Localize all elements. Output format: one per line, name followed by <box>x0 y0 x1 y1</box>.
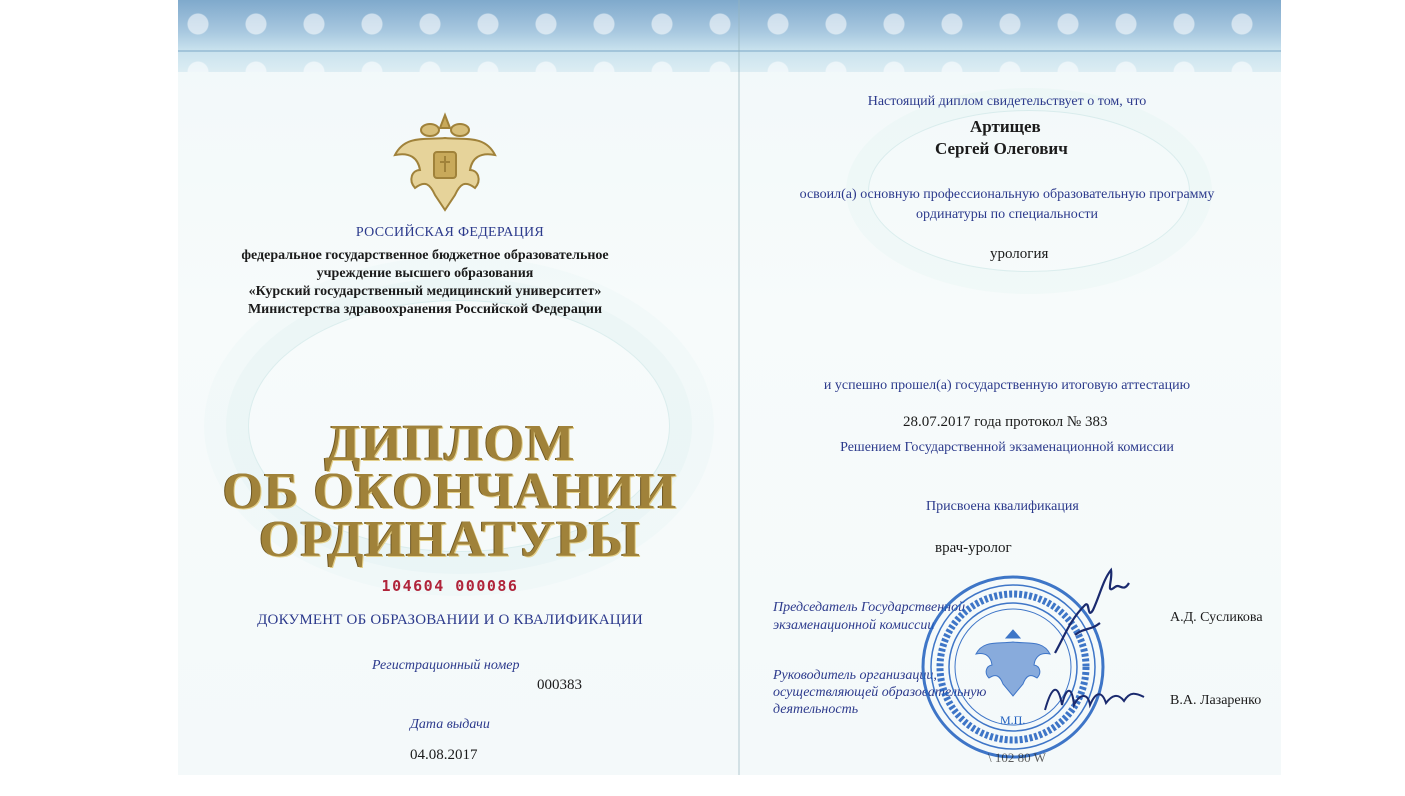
head-name: В.А. Лазаренко <box>1170 693 1262 708</box>
document-type: ДОКУМЕНТ ОБ ОБРАЗОВАНИИ И О КВАЛИФИКАЦИИ <box>257 612 643 628</box>
graduate-surname: Артищев <box>970 117 1041 136</box>
attestation-text: и успешно прошел(а) государственную итоговую аттестацию <box>823 378 1191 393</box>
institution-line-3: «Курский государственный медицинский университет» <box>248 284 602 299</box>
decorative-top-band <box>178 0 1281 72</box>
head-label-line-1: Руководитель организации, <box>773 668 937 683</box>
specialty: урология <box>990 246 1049 262</box>
chair-signature-icon <box>1045 565 1135 660</box>
chair-label-line-2: экзаменационной комиссии <box>773 618 935 633</box>
institution-line-2: учреждение высшего образования <box>316 266 534 281</box>
diploma-title-line-1: ДИПЛОМ <box>324 415 576 472</box>
diploma-title-line-2: ОБ ОКОНЧАНИИ <box>222 463 678 520</box>
serial-number: 104604 000086 <box>381 577 519 595</box>
chair-name: А.Д. Сусликова <box>1170 610 1263 625</box>
issue-date: 04.08.2017 <box>410 747 478 763</box>
coat-of-arms-icon <box>390 100 500 220</box>
qualification: врач-уролог <box>935 540 1012 556</box>
country-name: РОССИЙСКАЯ ФЕДЕРАЦИЯ <box>355 225 545 240</box>
diploma-title-line-3: ОРДИНАТУРЫ <box>259 511 641 568</box>
head-signature-icon <box>1040 675 1150 720</box>
intro-text: Настоящий диплом свидетельствует о том, что <box>867 94 1147 109</box>
institution-line-1: федеральное государственное бюджетное образовательное <box>241 248 609 263</box>
institution-line-4: Министерства здравоохранения Российской Федерации <box>247 302 603 317</box>
program-line-1: освоил(а) основную профессиональную образовательную программу <box>799 187 1215 202</box>
head-label-line-2: осуществляющей образовательную <box>773 685 987 700</box>
issue-date-label: Дата выдачи <box>410 717 490 732</box>
qualification-label: Присвоена квалификация <box>926 499 1079 514</box>
seal-mark: М.П. <box>1000 713 1026 727</box>
graduate-given-names: Сергей Олегович <box>935 139 1068 158</box>
registration-number: 000383 <box>537 677 582 693</box>
bottom-mark: \ 102 80 W <box>988 750 1046 765</box>
chair-label-line-1: Председатель Государственной <box>773 600 966 615</box>
program-line-2: ординатуры по специальности <box>916 207 1098 222</box>
band-divider <box>178 50 1281 52</box>
head-label-line-3: деятельность <box>773 702 859 717</box>
commission-text: Решением Государственной экзаменационной комиссии <box>840 440 1174 455</box>
registration-label: Регистрационный номер <box>372 658 520 673</box>
protocol-info: 28.07.2017 года протокол № 383 <box>903 414 1108 430</box>
